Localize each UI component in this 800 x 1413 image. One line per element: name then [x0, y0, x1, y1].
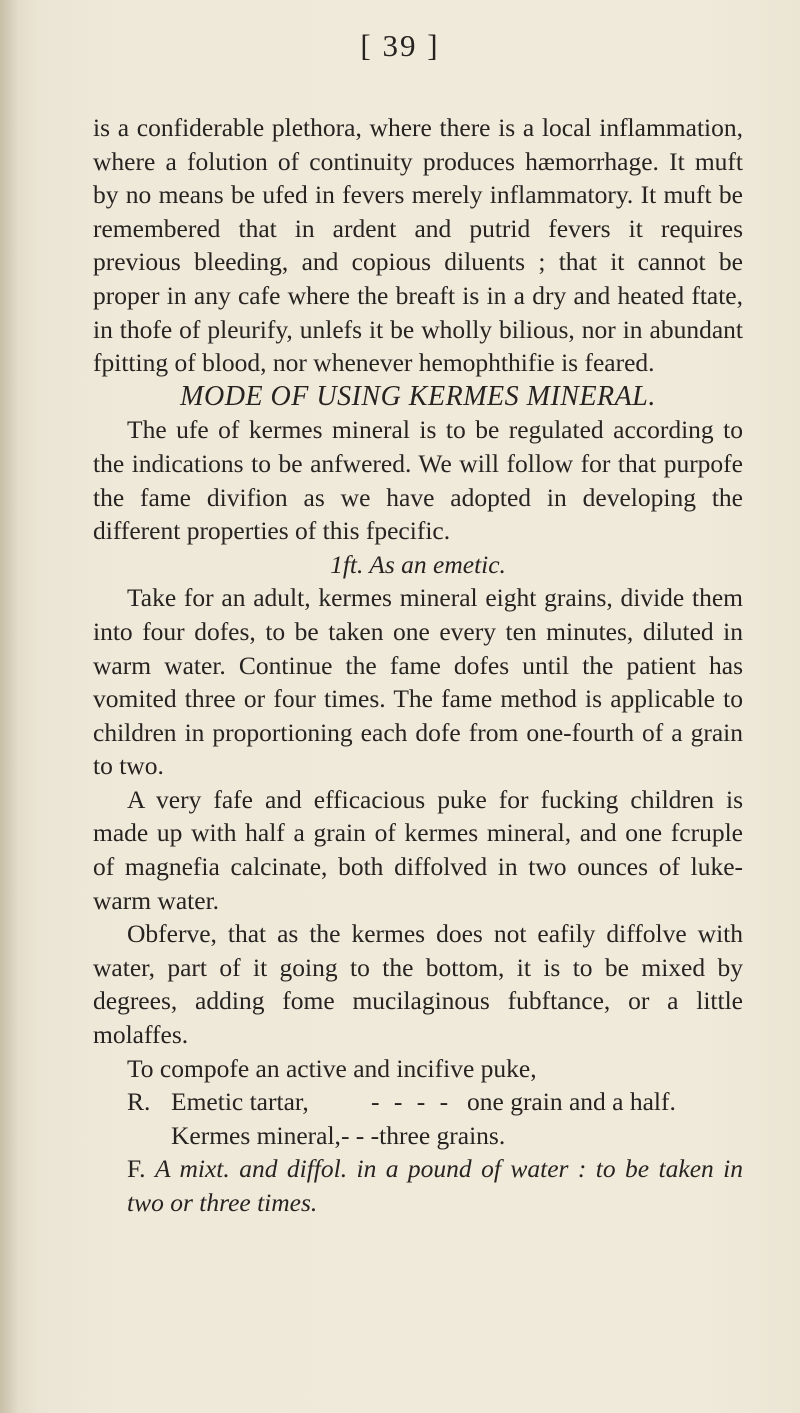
paragraph-continuation: is a confiderable plethora, where there is a local inflammation, where a folution of continuity produces hæmorrhage. It muft by no means be ufed in fevers merely inflammatory. It muft be remembered that in ardent and putrid fevers it requires previous bleeding, and copious diluents ; that it cannot be proper in any cafe where the breaft is in a dry and heated ftate, in thofe of pleurify, unlefs it be wholly bilious, nor in abundant fpitting of blood, nor whenever hemophthifie is feared.	[93, 113, 743, 378]
recipe-dash-1: - - - -	[371, 1087, 453, 1117]
recipe-line-2	[93, 1119, 743, 1153]
subsection-heading: 1ft. As an emetic.	[330, 549, 506, 579]
recipe-item-1: Emetic tartar,	[171, 1087, 309, 1117]
recipe-label: R.	[127, 1087, 151, 1117]
page-number-header: [ 39 ]	[360, 28, 440, 63]
recipe-line-1	[93, 1085, 743, 1119]
page-body	[93, 111, 743, 1220]
paragraph-observe: Obferve, that as the kermes does not eafily diffolve with water, part of it going to the bottom, it is to be mixed by degrees, adding fome mucilaginous fubftance, or a little molaffes.	[93, 919, 743, 1050]
recipe-instruction	[93, 1152, 743, 1219]
recipe-item-2: Kermes mineral,	[171, 1120, 341, 1150]
section-heading: MODE OF USING KERMES MINERAL.	[180, 380, 656, 412]
recipe-qty-2: three grains.	[379, 1120, 506, 1150]
paragraph-intro: The ufe of kermes mineral is to be regulated according to the indications to be anfwered. We will follow for that purpofe the fame divifion as we have adopted in developing the different properties of this fpecific.	[93, 415, 743, 546]
page-gutter-shadow	[0, 0, 18, 1413]
paragraph-adult-dose: Take for an adult, kermes mineral eight grains, divide them into four dofes, to be taken one every ten minutes, diluted in warm water. Continue the fame dofes until the patient has vomited three or four times. The fame method is applicable to children in proportioning each dofe from one-fourth of a grain to two.	[93, 583, 743, 781]
paragraph-children-puke: A very fafe and efficacious puke for fucking children is made up with half a grain of kermes mineral, and one fcruple of magnefia calcinate, both diffolved in two ounces of luke-warm water.	[93, 784, 743, 915]
recipe-qty-1: one grain and a half.	[467, 1087, 676, 1117]
recipe-f-text: A mixt. and diffol. in a pound of water : to be taken in two or three times.	[127, 1154, 744, 1217]
paragraph-compose: To compofe an active and incifive puke,	[127, 1053, 537, 1083]
recipe-f-label: F.	[127, 1154, 146, 1184]
recipe-dash-2: - - -	[340, 1120, 380, 1150]
